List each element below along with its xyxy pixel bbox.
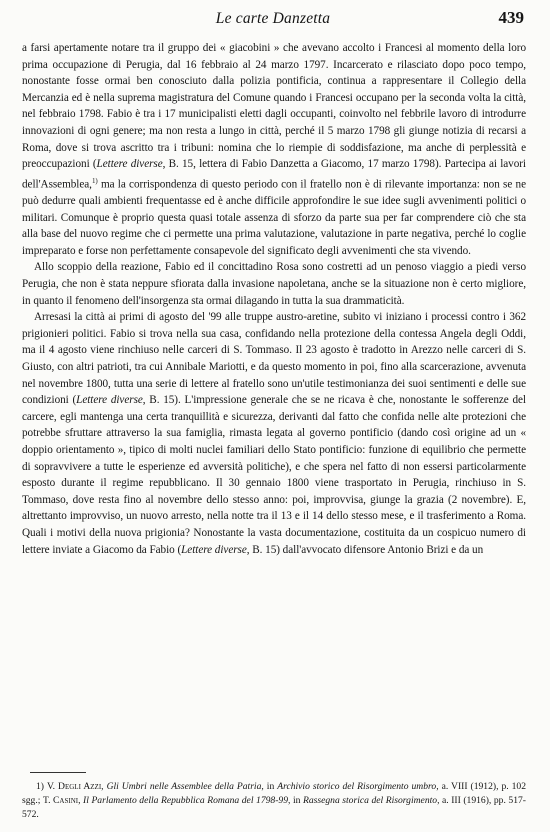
paragraph-3	[22, 309, 526, 558]
footnote	[22, 780, 526, 821]
paragraph-1-text-c: ma la corrispondenza di questo periodo con il fratello non è di rilevante importanza: non se ne può dedurre quali ambienti frequentasse ed è anche difficile approfondire le sue idee sugli avvenimenti politici o militari. Comunque è proprio questa quasi totale assenza di sforzo da parte sua per far comprendere ciò che sta alla base del nuovo regime che ci permette una prima valutazione, valutazione in parte negativa, perché lo coglie impreparato e forse non perfettamente consapevole del significato degli avvenimenti che sta vivendo.	[22, 178, 526, 257]
paragraph-1-text-a: a farsi apertamente notare tra il gruppo dei « giacobini » che avevano accolto i Francesi al momento della loro prima occupazione di Perugia, dal 16 febbraio al 24 marzo 1797. Incarcerato e rilasciato dopo poco tempo, nonostante fosse ormai ben conosciuto dalla polizia pontificia, continua a rappresentare il Collegio della Mercanzia ed è nella suprema magistratura del Comune quando i Francesi occupano per la seconda volta la città, nel febbraio 1798. Fabio è tra i 17 municipalisti eletti dagli occupanti, coinvolto nel febbrile lavoro di introdurre innovazioni di ogni genere; ma non resta a lungo in città, perché il 5 marzo 1798 gli giunge notizia di recarsi a Roma, dove si trova ascritto tra i tribuni: nomina che lo riempie di soddisfazione, ma anche di perplessità e preoccupazioni (	[22, 42, 526, 171]
paragraph-2-text: Allo scoppio della reazione, Fabio ed il concittadino Rosa sono costretti ad un penoso viaggio a piedi verso Perugia, che non è stata neppure sfiorata dalla invasione napoletana, anche se la situazione non è certo migliore, in quanto il fenomeno dell'insorgenza sta ormai dilagando in tutta la sua drammaticità.	[22, 261, 526, 307]
paragraph-1-text-b: , B. 15, lettera di Fabio Danzetta a Giacomo, 17 marzo 1798). Partecipa ai lavori dell'Assemblea,	[22, 158, 526, 191]
footnote-connector: , in	[261, 781, 278, 792]
footnote-divider	[30, 772, 86, 773]
footnote-title: Gli Umbri nelle Assemblee della Patria	[106, 781, 262, 792]
paragraph-3-text-c: , B. 15) dall'avvocato difensore Antonio Brizi e da un	[246, 543, 484, 556]
footnote-author: V. Degli Azzi,	[46, 781, 104, 792]
footnote-marker: 1)	[36, 781, 44, 792]
paragraph-3-text-a: Arresasi la città ai primi di agosto del '99 alle truppe austro-aretine, subito vi iniziano i processi contro i 362 prigionieri politici. Fabio si trova nella sua casa, confidando nella protezione della contessa Angela degli Oddi, ma il 4 agosto viene rinchiuso nelle carceri di S. Tommaso. Il 23 agosto è tradotto in Arezzo nelle carceri di S. Giusto, con altri patrioti, tra cui Annibale Mariotti, e da questo momento in poi, fino alla scarcerazione, avvenuta nel novembre 1800, tutta una serie di lettere al fratello sono un'utile testimonianza dei suoi sentimenti e delle sue condizioni (	[22, 311, 526, 407]
source-reference: Lettere diverse	[76, 394, 143, 407]
footnote-volume: , a. III (1916), pp. 517-572.	[22, 794, 526, 820]
source-reference: Lettere diverse	[96, 158, 163, 171]
page-header	[22, 6, 524, 30]
source-reference: Lettere diverse	[181, 543, 247, 556]
body-text	[22, 40, 526, 558]
footnote-journal: Rassegna storica del Risorgimento	[302, 794, 438, 806]
page-number: 439	[498, 8, 524, 27]
footnote-author: T. Casini,	[42, 794, 81, 806]
footnote-title: Il Parlamento della Repubblica Romana del 1798-99	[83, 794, 289, 806]
paragraph-2	[22, 259, 526, 309]
footnote-journal: Archivio storico del Risorgimento umbro	[277, 781, 437, 792]
paragraph-3-text-b: , B. 15). L'impressione generale che se ne ricava è che, nonostante le sofferenze del carcere, egli mantenga una certa tranquillità e sicurezza, derivanti dal fatto che confida nelle alte protezioni che potrebbe sfruttare attraverso la sua famiglia, rimasta legata al governo pontificio (dando così origine ad un « doppio orientamento », tipico di molti nuclei familiari dello Stato pontificio: funzione di equilibrio che permette di sopravvivere a tutte le esperienze ed avversità politiche), e che spera nel fatto di non essersi particolarmente esposto durante il regime repubblicano. Il 30 gennaio 1800 viene trasportato in Perugia, rinchiuso in S. Tommaso, dove resta fino al novembre dello stesso anno: poi, improvvisa, giunge la grazia (2 novembre). E, altrettanto improvviso, un nuovo arresto, nella notte tra il 13 e il 14 dello stesso mese, e il trasferimento a Roma. Quali i motivi della nuova prigionia? Nonostante la vasta documentazione, costituita da un cospicuo numero di lettere inviate a Giacomo da Fabio (	[22, 394, 526, 556]
footnote-connector: , in	[288, 794, 303, 806]
paragraph-1	[22, 40, 526, 259]
footnote-marker: 1)	[91, 176, 98, 185]
footnote-volume: , a. VIII (1912), p. 102 sgg.;	[22, 781, 527, 806]
running-title: Le carte Danzetta	[215, 10, 331, 27]
